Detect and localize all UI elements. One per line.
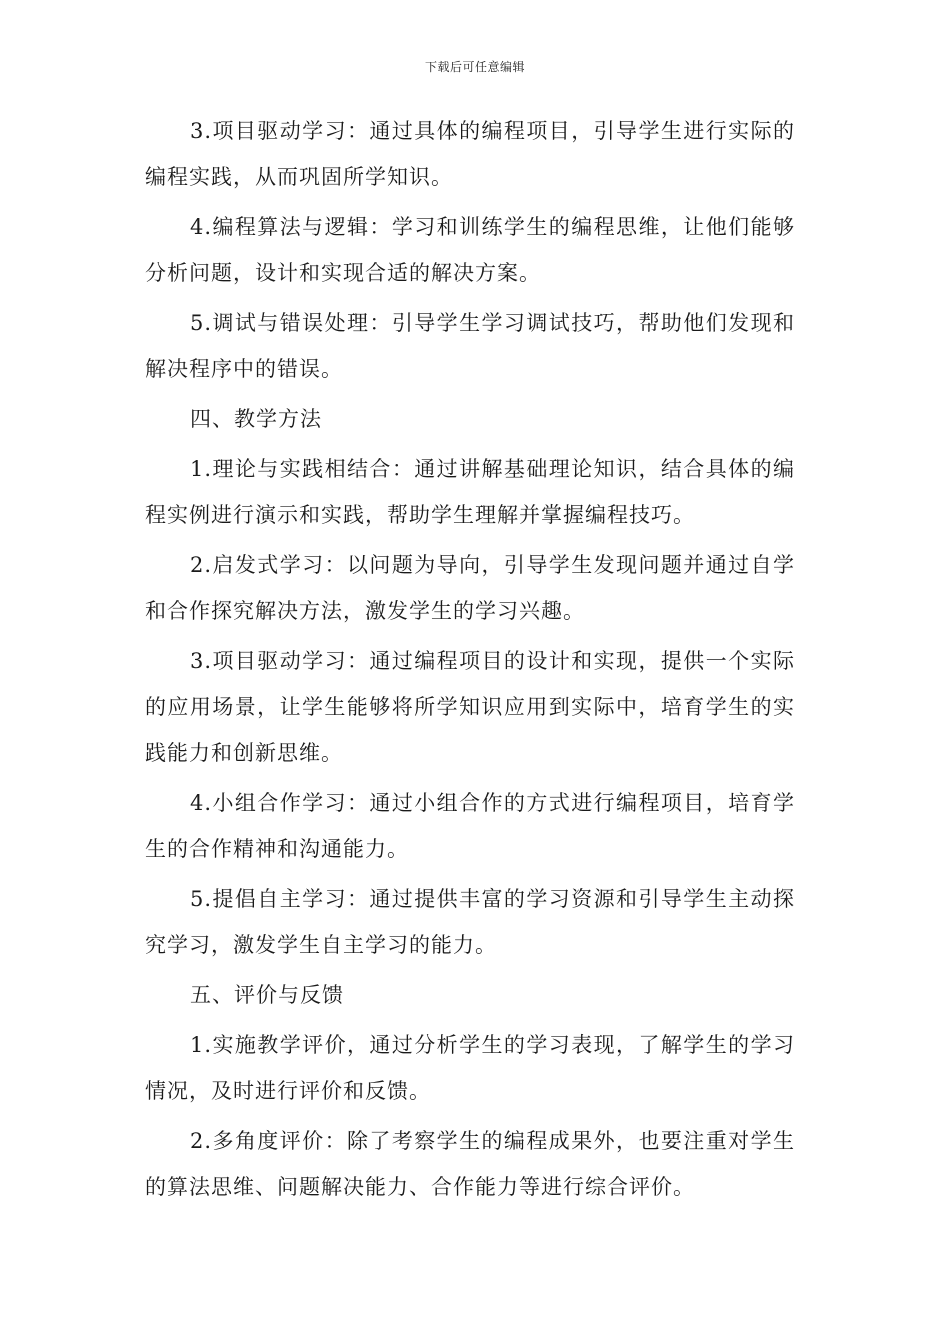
document-body <box>145 108 795 1214</box>
paragraph-group-learning: 4.小组合作学习：通过小组合作的方式进行编程项目，培育学生的合作精神和沟通能力。 <box>145 791 795 861</box>
paragraph-heuristic-learning: 2.启发式学习：以问题为导向，引导学生发现问题并通过自学和合作探究解决方法，激发学生的学习兴趣。 <box>145 553 795 623</box>
paragraph-multi-angle-evaluation: 2.多角度评价：除了考察学生的编程成果外，也要注重对学生的算法思维、问题解决能力、合作能力等进行综合评价。 <box>145 1129 795 1199</box>
paragraph-theory-practice: 1.理论与实践相结合：通过讲解基础理论知识，结合具体的编程实例进行演示和实践，帮助学生理解并掌握编程技巧。 <box>145 457 795 527</box>
paragraph-algorithm-logic: 4.编程算法与逻辑：学习和训练学生的编程思维，让他们能够分析问题，设计和实现合适的解决方案。 <box>145 215 795 285</box>
paragraph-debugging: 5.调试与错误处理：引导学生学习调试技巧，帮助他们发现和解决程序中的错误。 <box>145 311 795 381</box>
paragraph-project-method: 3.项目驱动学习：通过编程项目的设计和实现，提供一个实际的应用场景，让学生能够将所学知识应用到实际中，培育学生的实践能力和创新思维。 <box>145 649 795 765</box>
section-heading-teaching-methods: 四、教学方法 <box>190 407 322 431</box>
paragraph-teaching-evaluation: 1.实施教学评价，通过分析学生的学习表现，了解学生的学习情况，及时进行评价和反馈。 <box>145 1033 795 1103</box>
paragraph-autonomous-learning: 5.提倡自主学习：通过提供丰富的学习资源和引导学生主动探究学习，激发学生自主学习的能力。 <box>145 887 795 957</box>
page-header: 下载后可任意编辑 <box>424 60 525 74</box>
section-heading-evaluation: 五、评价与反馈 <box>190 983 344 1007</box>
paragraph-project-driven-learning: 3.项目驱动学习：通过具体的编程项目，引导学生进行实际的编程实践，从而巩固所学知识。 <box>145 119 795 189</box>
